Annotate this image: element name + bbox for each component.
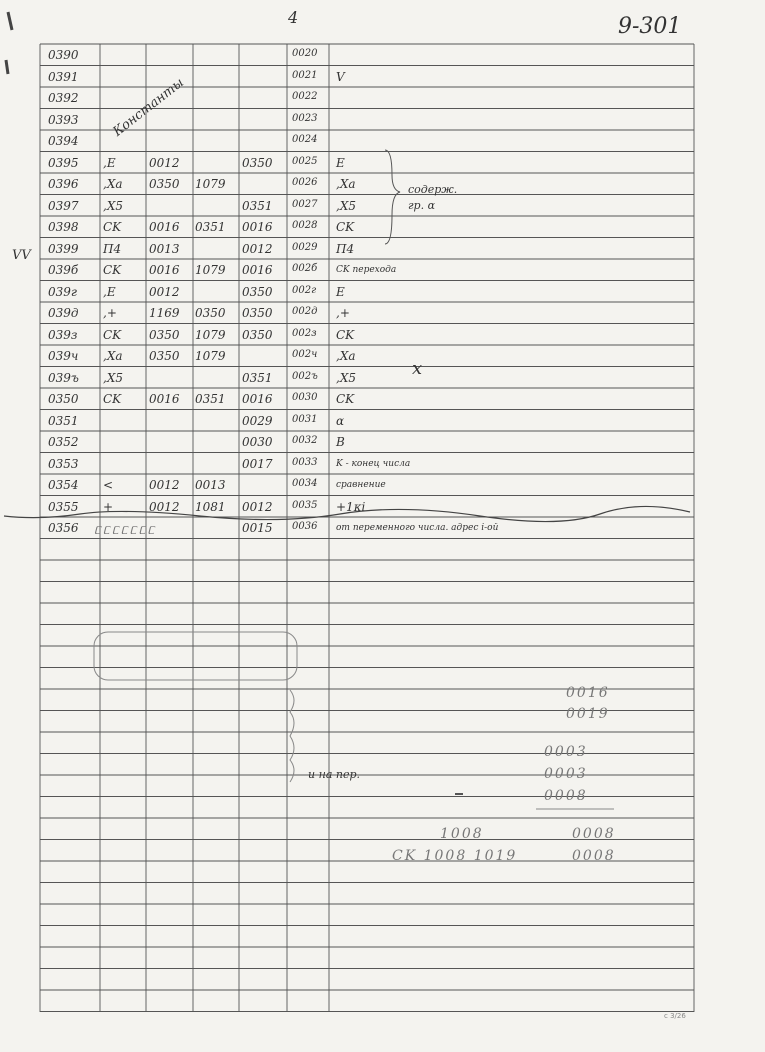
address-cell: 0355: [48, 499, 79, 514]
address-cell: 039з: [48, 327, 78, 342]
address-cell: 0350: [48, 392, 79, 406]
note-cell: E: [336, 155, 345, 170]
mid-note: х: [412, 358, 423, 379]
opcode-cell: ,X5: [103, 370, 123, 385]
ref-cell: 0023: [292, 112, 318, 124]
operand2-cell: 0350: [195, 306, 226, 320]
ref-cell: 0027: [292, 198, 318, 210]
ref-cell: 002з: [292, 327, 317, 339]
result-cell: 0351: [242, 370, 273, 385]
operand1-cell: 0012: [149, 155, 180, 170]
operand1-cell: 0012: [149, 478, 180, 492]
address-cell: 0393: [48, 112, 79, 127]
ref-cell: 002б: [292, 263, 318, 274]
pencil-note-2: 0019: [566, 706, 610, 722]
brace-label: содерж. гр. α: [408, 183, 458, 212]
staple-mark-top: [8, 12, 12, 30]
note-cell: α: [336, 413, 345, 428]
opcode-cell: +: [103, 499, 114, 514]
operand2-cell: 0013: [195, 478, 226, 492]
address-cell: 0398: [48, 220, 79, 234]
pencil-brace: [290, 690, 294, 782]
ref-cell: 0024: [292, 134, 318, 145]
address-cell: 0395: [48, 155, 79, 170]
result-cell: 0029: [242, 413, 273, 428]
address-cell: 0356: [48, 521, 79, 535]
operand2-cell: 1081: [195, 499, 226, 514]
address-cell: 0352: [48, 435, 79, 449]
note-cell: +1κi: [336, 499, 366, 514]
pencil-note-6: 1008: [440, 826, 484, 842]
address-cell: 039ъ: [48, 370, 79, 385]
opcode-cell: ,+: [103, 306, 117, 320]
pencil-note-9: 0008: [572, 848, 616, 864]
note-cell: ,X5: [336, 370, 356, 385]
pencil-note-7: 0008: [572, 826, 616, 842]
note-cell: от переменного числа. адрес i-ой: [336, 523, 499, 533]
operand1-cell: 1169: [149, 306, 180, 320]
top-mark: 4: [288, 8, 299, 27]
note-cell: CK: [336, 392, 355, 406]
note-cell: ,Xa: [336, 349, 356, 363]
corner-mark: с 3/26: [664, 1012, 686, 1020]
result-cell: 0016: [242, 263, 273, 277]
pencil-wave: ᥴᥴᥴᥴᥴᥴᥴ: [94, 522, 157, 538]
ref-cell: 0028: [292, 220, 318, 231]
side-mark: VV: [12, 248, 31, 263]
lower-note: и на пер.: [308, 768, 361, 781]
note-cell: сравнение: [336, 480, 386, 490]
address-cell: 0396: [48, 177, 79, 191]
result-cell: 0016: [242, 392, 273, 406]
note-cell: CK: [336, 327, 355, 342]
opcode-cell: ,E: [103, 155, 116, 170]
ref-cell: 0031: [292, 413, 318, 425]
pencil-note-3: 0003: [544, 744, 588, 760]
ref-cell: 0025: [292, 155, 318, 167]
ref-cell: 002г: [292, 284, 317, 296]
ref-cell: 0030: [292, 392, 318, 403]
note-cell: V: [336, 69, 345, 84]
opcode-cell: CK: [103, 392, 122, 406]
result-cell: 0350: [242, 284, 273, 299]
ref-cell: 0035: [292, 499, 318, 511]
address-cell: 0399: [48, 241, 79, 256]
address-cell: 0392: [48, 91, 79, 105]
pencil-note-4: 0003: [544, 766, 588, 782]
operand1-cell: 0016: [149, 392, 180, 406]
opcode-cell: П4: [103, 241, 122, 256]
ref-cell: 0036: [292, 521, 318, 532]
pencil-note-5: 0008: [544, 788, 588, 804]
result-cell: 0350: [242, 306, 273, 320]
diagonal-note: Константы: [110, 75, 187, 140]
address-cell: 0354: [48, 478, 79, 492]
result-cell: 0012: [242, 241, 273, 256]
address-cell: 0390: [48, 48, 79, 62]
note-cell: B: [336, 435, 345, 449]
operand1-cell: 0350: [149, 327, 180, 342]
ref-cell: 0026: [292, 177, 318, 188]
note-cell: ,X5: [336, 198, 356, 213]
note-cell: CK: [336, 220, 355, 234]
operand2-cell: 1079: [195, 177, 226, 191]
address-cell: 039б: [48, 263, 79, 277]
operand2-cell: 0351: [195, 392, 226, 406]
note-cell: ,+: [336, 306, 350, 320]
staple-mark-mid: [6, 60, 8, 74]
opcode-cell: CK: [103, 263, 122, 277]
ref-cell: 0029: [292, 241, 318, 253]
ref-cell: 002ъ: [292, 370, 318, 382]
opcode-cell: ,X5: [103, 198, 123, 213]
pencil-note-8: CK 1008 1019: [392, 848, 518, 864]
note-cell: ,Xa: [336, 177, 356, 191]
operand1-cell: 0013: [149, 241, 180, 256]
operand1-cell: 0350: [149, 349, 180, 363]
note-cell: K - конец числа: [336, 458, 411, 469]
ref-cell: 0034: [292, 478, 318, 489]
address-cell: 039ч: [48, 349, 79, 363]
address-cell: 0353: [48, 456, 79, 471]
result-cell: 0016: [242, 220, 273, 234]
ref-cell: 0022: [292, 91, 318, 102]
opcode-cell: ,E: [103, 284, 116, 299]
pencil-box: [94, 632, 297, 680]
brace-upper: [385, 150, 400, 244]
operand2-cell: 1079: [195, 349, 226, 363]
address-cell: 0391: [48, 69, 79, 84]
operand1-cell: 0012: [149, 499, 180, 514]
note-cell: П4: [336, 241, 355, 256]
result-cell: 0030: [242, 435, 273, 449]
ref-cell: 0020: [292, 48, 318, 59]
result-cell: 0017: [242, 456, 273, 471]
address-cell: 039д: [48, 306, 79, 320]
address-cell: 0394: [48, 134, 79, 148]
opcode-cell: <: [103, 478, 114, 492]
ref-cell: 0032: [292, 435, 318, 446]
operand1-cell: 0016: [149, 220, 180, 234]
ref-cell: 002ч: [292, 349, 318, 360]
address-cell: 0351: [48, 413, 79, 428]
note-cell: CK перехода: [336, 265, 397, 275]
result-cell: 0350: [242, 155, 273, 170]
note-cell: E: [336, 284, 345, 299]
ref-cell: 0033: [292, 456, 318, 468]
opcode-cell: ,Xa: [103, 349, 123, 363]
opcode-cell: CK: [103, 327, 122, 342]
result-cell: 0351: [242, 198, 273, 213]
pencil-note-1: 0016: [566, 685, 610, 701]
result-cell: 0350: [242, 327, 273, 342]
address-cell: 039г: [48, 284, 77, 299]
result-cell: 0015: [242, 521, 273, 535]
address-cell: 0397: [48, 198, 79, 213]
operand1-cell: 0016: [149, 263, 180, 277]
operand1-cell: 0350: [149, 177, 180, 191]
page-number: 9-301: [618, 14, 682, 39]
operand1-cell: 0012: [149, 284, 180, 299]
operand2-cell: 1079: [195, 263, 226, 277]
result-cell: 0012: [242, 499, 273, 514]
opcode-cell: CK: [103, 220, 122, 234]
ref-cell: 0021: [292, 69, 318, 81]
ref-cell: 002д: [292, 306, 318, 317]
opcode-cell: ,Xa: [103, 177, 123, 191]
operand2-cell: 1079: [195, 327, 226, 342]
operand2-cell: 0351: [195, 220, 226, 234]
